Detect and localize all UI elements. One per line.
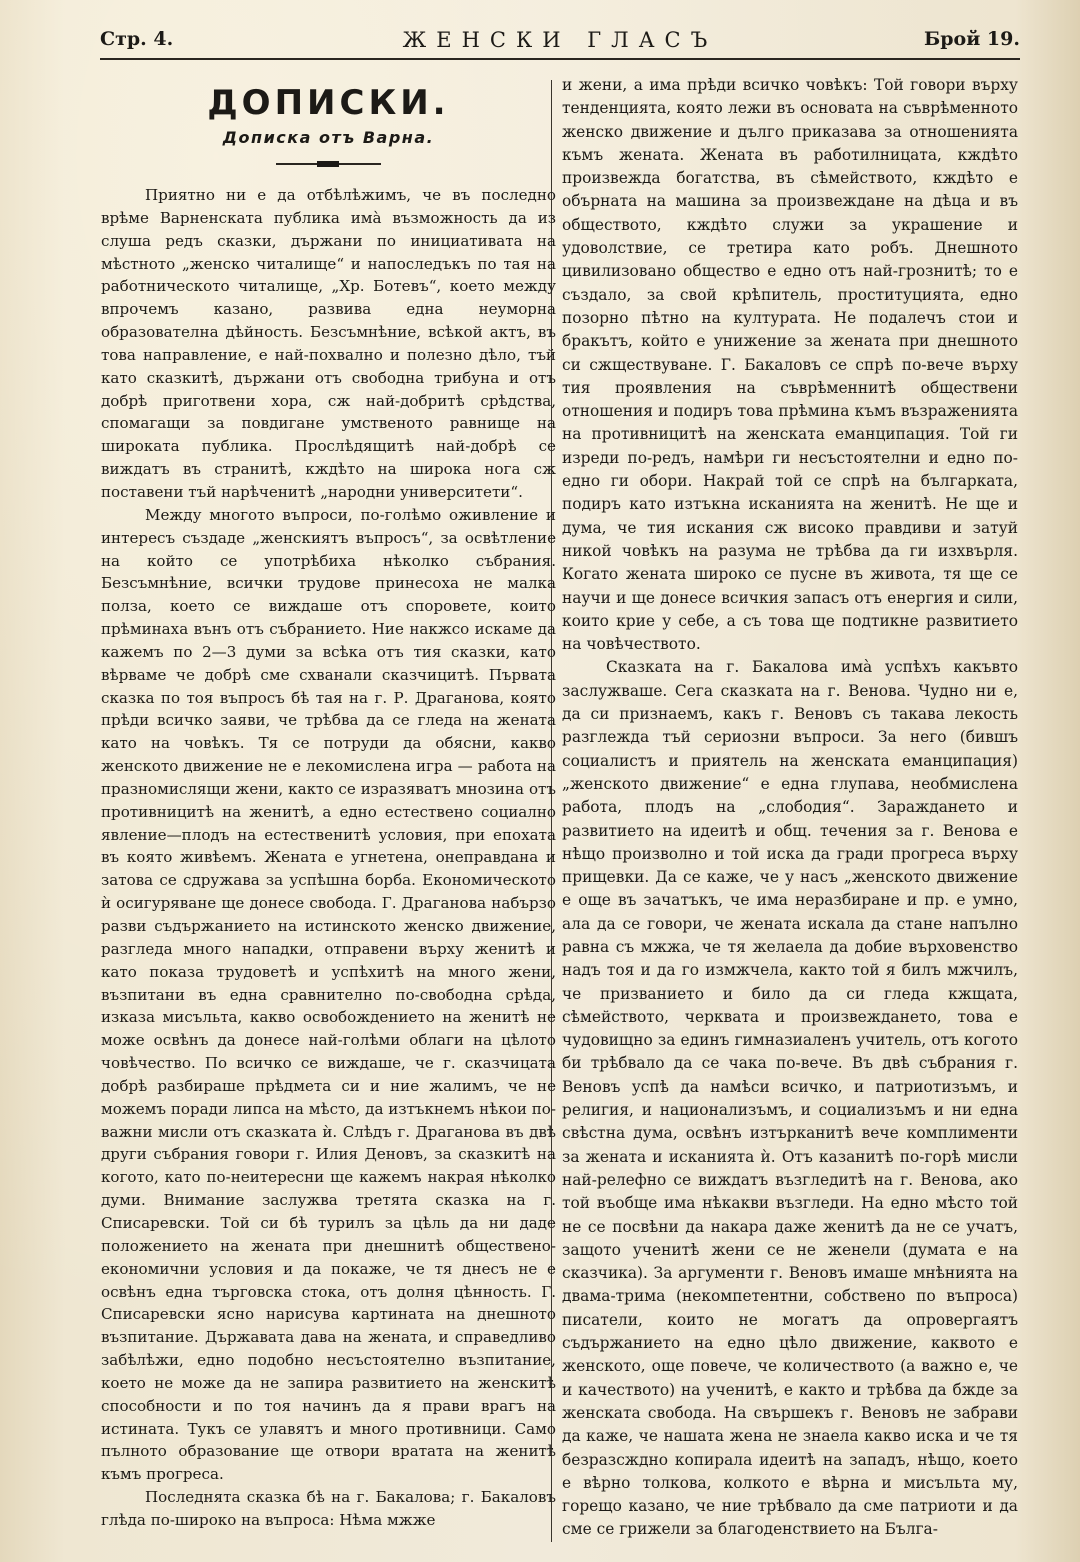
newspaper-title: ЖЕНСКИ ГЛАСЪ — [402, 28, 718, 52]
ornament-mark — [317, 161, 339, 167]
title-ornament — [101, 150, 556, 184]
left-column-text — [101, 184, 556, 1532]
left-column — [101, 74, 556, 1532]
section-title: ДОПИСКИ. — [207, 83, 450, 123]
paragraph: Приятно ни е да отбѣлѣжимъ, че въ последно врѣме Варненската публика имà възможность да из слуша редъ сказки, държани по инициативата на мѣстното „женско читалище“ и напоследъкъ по тая на работническото читалище, „Хр. Ботевъ“, което между впрочемъ казано, развива една неуморна образователна дѣйность. Безсъмнѣние, всѣкой актъ, въ това направление, е най-похвално и полезно дѣло, тъй като сказкитѣ, държани отъ свободна трибуна и отъ добрѣ приготвени хора, сж най-добритѣ срѣдства, спомагащи за повдигане умственото равнище на широката публика. Прослѣдящитѣ най-добрѣ се виждатъ въ странитѣ, кждѣто на широка нога сж поставени тъй нарѣченитѣ „народни университети“. — [101, 186, 556, 501]
header-rule — [100, 58, 1020, 60]
page-number: Стр. 4. — [100, 28, 174, 50]
paragraph: Сказката на г. Бакалова имà успѣхъ какъвто заслужваше. Сега сказката на г. Венова. Чудно ни е, да си признаемъ, какъ г. Веновъ съ такава лекость разглежда тъй сериозни въпроси. За него (бившъ социалистъ и приятель на женската еманципация) „женското движение“ е една глупава, необмислена работа, плодъ на „слободия“. Зараждането и развитието на идеитѣ и общ. течения за г. Венова е нѣщо произволно и той иска да гради прогреса върху прищевки. Да се каже, че у насъ „женското движение е още въ зачатъкъ, че има неразбиране и пр. е умно, ала да се говори, че жената искала да стане напълно равна съ мжжа, че тя желаела да добие върховенство надъ тоя и да го измжчела, както той я билъ мжчилъ, че призванието и било да си гледа кжщата, сѣмейството, черквата и произвеждането, това е чудовищно за единъ гимназиаленъ учитель, отъ когото би трѣбвало да се чака по-вече. Въ двѣ събрания г. Веновъ успѣ да намѣси всичко, и патриотизъмъ, и религия, и национализъмъ, и социализъмъ и ни една свѣстна дума, освѣнъ изтърканитѣ вече комплименти за жената и исканията ѝ. Отъ казанитѣ по-горѣ мисли най-релефно се виждатъ възгледитѣ на г. Венова, ако той въобще има нѣкакви възгледи. На едно мѣсто той не се посвѣни да накара даже женитѣ да не се учатъ, защото ученитѣ жени се не женели (думата е на сказчика). За аргументи г. Веновъ имаше мнѣнията на двама-трима (некомпетентни, собствено по въпроса) писатели, които не могатъ да опровергаятъ съдържанието на едно цѣло движение, каквото е женското, още повече, че количеството (а важно е, че и качеството) на ученитѣ, е както и трѣбва да бжде за женската свобода. На свършекъ г. Веновъ не забрави да каже, че нашата жена не знаела какво иска и че тя безразсждно копирала идеитѣ на западъ, нѣщо, което е вѣрно толкова, колкото е вѣрна и мисъльта му, горещо казано, че ние трѣбвало да сме патриоти и да сме се грижели за благоденствието на Бълга- — [562, 658, 1018, 1539]
paragraph: Между многото въпроси, по-голѣмо оживление и интересъ създаде „женскиятъ въпросъ“, за освѣтление на който се употрѣбиха нѣколко събрания. Безсъмнѣние, всички трудове принесоха не малка полза, което се виждаше отъ споровете, които прѣминаха вънъ отъ събранието. Ние накжсо искаме да кажемъ по 2—3 думи за всѣка отъ тия сказки, като вѣрваме че добрѣ сме схванали сказчицитѣ. Първата сказка по тоя въпросъ бѣ тая на г. Р. Драганова, която прѣди всичко заяви, че трѣбва да се гледа на жената като на човѣкъ. Тя се потруди да обясни, какво женското движение не е лекомислена игра — работа на празномислящи жени, както се изразяватъ мнозина отъ противницитѣ на женитѣ, а едно естествено социално явление—плодъ на естественитѣ условия, при епохата въ която живѣемъ. Жената е угнетена, онеправдана и затова се сдружава за успѣшна борба. Економическото ѝ осигуряване ще донесе свобода. Г. Драганова набързо разви съдържанието на истинското женско движение, разгледа много нападки, отправени върху женитѣ и като показа трудоветѣ и успѣхитѣ на много жени, възпитани въ една сравнително по-свободна срѣда, изказа мисъльта, какво освобождението на женитѣ не може освѣнъ да донесе най-голѣми облаги на цѣлото човѣчество. По всичко се виждаше, че г. сказчицата добрѣ разбираше прѣдмета си и ние жалимъ, че не можемъ поради липса на мѣсто, да изтъкнемъ нѣкои по-важни мисли отъ сказката ѝ. Слѣдъ г. Драганова въ двѣ други събрания говори г. Илия Деновъ, за сказкитѣ на когото, като по-неитересни ще кажемъ накрая нѣколко думи. Внимание заслужва третята сказка на г. Списаревски. Той си бѣ турилъ за цѣль да ни даде положението на жената при днешнитѣ обществено-економични условия и да покаже, че тя днесъ не е освѣнъ една търговска стока, отъ долня цѣнность. Г. Списаревски ясно нарисува картината на днешното възпитание. Държавата дава на жената, и справедливо забѣлѣжи, едно подобно несъстоятелно възпитание, което не може да не запира развитието на женскитѣ способности и по тоя начинъ да я прави врагъ на истината. Тукъ се улавятъ и много противници. Само пълното образование ще отвори вратата на женитѣ къмъ прогреса. — [101, 505, 556, 1484]
right-column — [562, 74, 1018, 1542]
page-header — [100, 24, 1020, 56]
paragraph: и жени, а има прѣди всичко човѣкъ: Той говори върху тенденцията, която лежи въ основата на съврѣменното женско движение и дълго приказава за отношенията къмъ жената. Жената въ работилницата, кждѣто произвежда богатства, въ сѣмейството, кждѣто е обърната на машина за произвеждане на дѣца и въ обществото, кждѣто служи за украшение и удоволствие, се третира като робъ. Днешното цивилизовано общество е едно отъ най-грознитѣ; то е създало, за свой крѣпитель, проституцията, едно позорно пѣтно на културата. Не подалечъ стои и бракътъ, който е унижение за жената при днешното си сжществуване. Г. Бакаловъ се спрѣ по-вече върху тия проявления на съврѣменнитѣ обществени отношения и подиръ това прѣмина къмъ възраженията на противницитѣ на женската еманципация. Той ги изреди по-редъ, намѣри ги несъстоятелни и едно по-едно ги обори. Накрай той се спрѣ на българката, подиръ като изтъкна исканията на женитѣ. Не ще и дума, че тия искания сж високо правдиви и затуй никой човѣкъ на разума не трѣбва да ги изхвърля. Когато жената широко се пусне въ живота, тя ще се научи и ще донесе всичкия запасъ отъ енергия и сили, които крие у себе, а съ това ще подтикне развитието на човѣчеството. — [562, 76, 1018, 654]
paragraph: Последнята сказка бѣ на г. Бакалова; г. Бакаловъ глѣда по-широко на въпроса: Нѣма мжже — [101, 1488, 556, 1529]
article-subtitle: Дописка отъ Варна. — [222, 128, 435, 147]
issue-number: Брой 19. — [924, 28, 1020, 50]
right-column-text — [562, 74, 1018, 1542]
